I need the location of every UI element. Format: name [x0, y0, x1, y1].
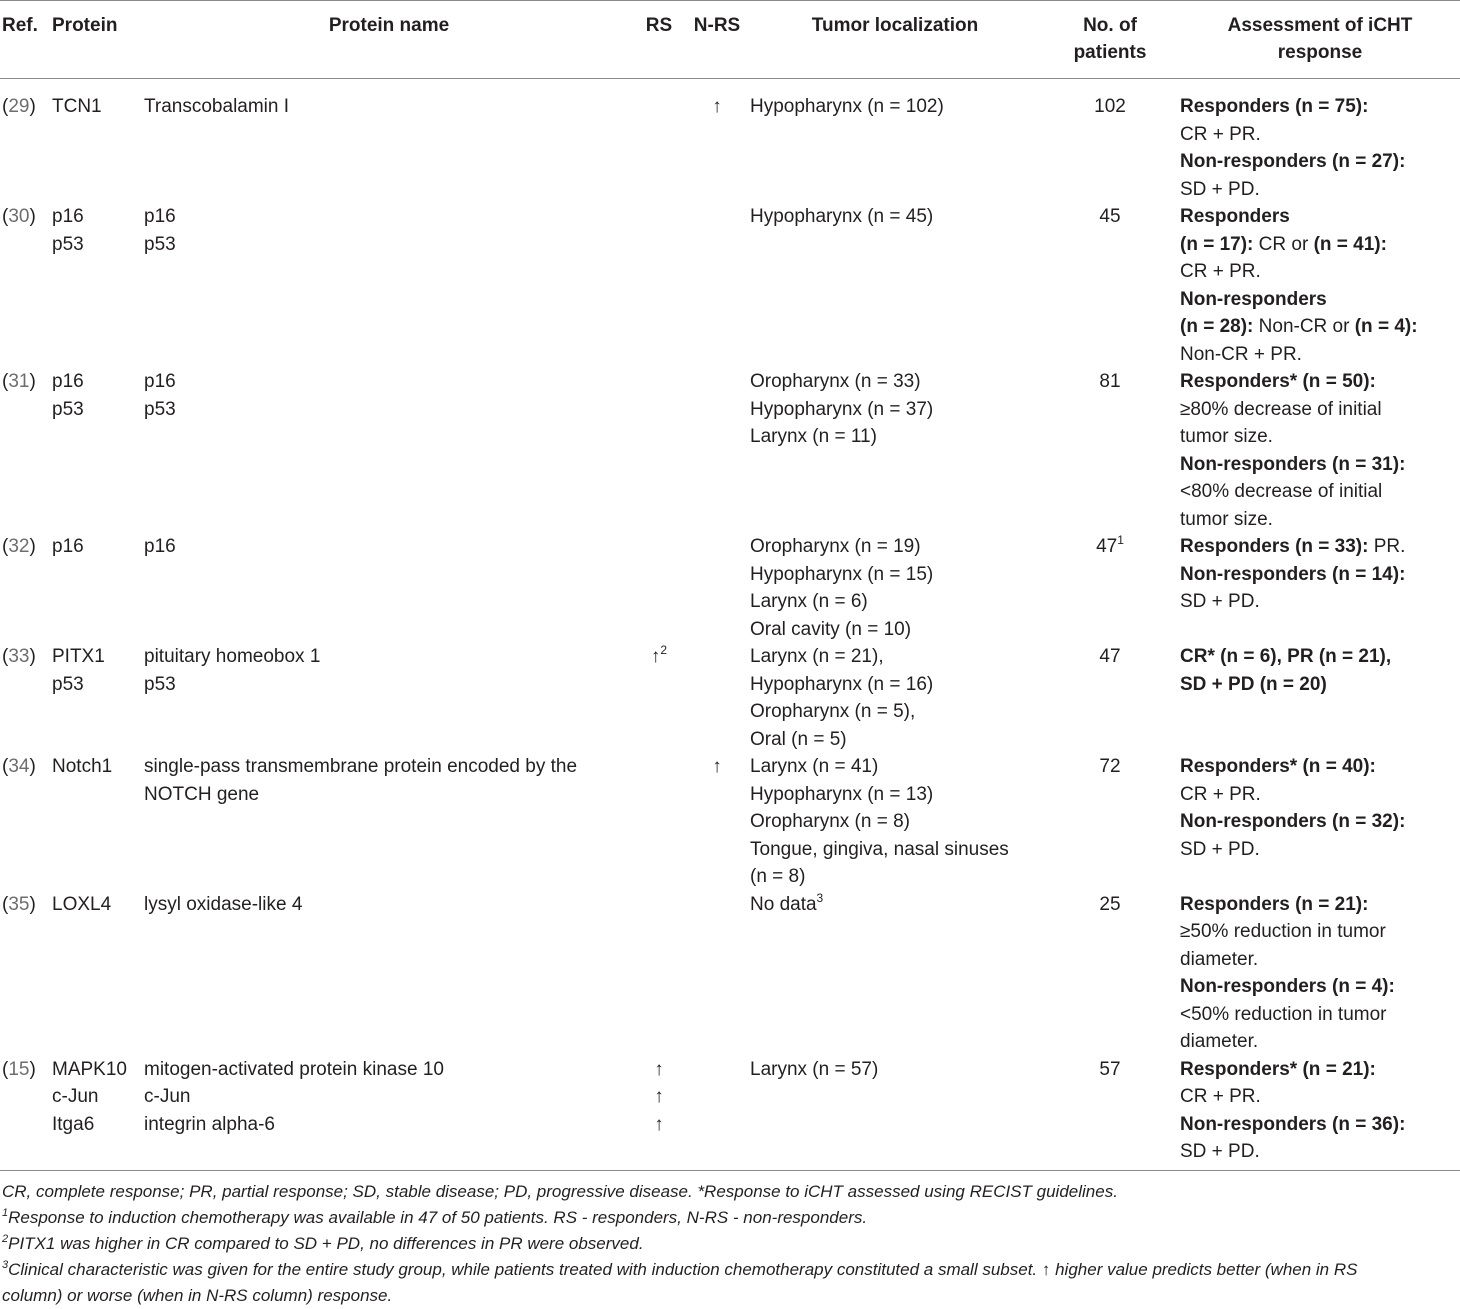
- assessment-bold: Non-responders (n = 27):: [1180, 151, 1406, 172]
- rs-arrow-glyph: [656, 894, 661, 915]
- assessment-cell: [1180, 753, 1460, 891]
- nrs-arrow: [684, 1056, 750, 1084]
- patients-count: 81: [1099, 371, 1121, 392]
- rs-cell: [634, 1056, 684, 1166]
- protein-cell: [52, 643, 144, 753]
- header-assessment: [1180, 1, 1460, 79]
- assessment-line: [1180, 1001, 1460, 1029]
- header-nrs: N-RS: [693, 15, 741, 36]
- rs-arrow-glyph: [656, 96, 661, 117]
- protein-name: pituitary homeobox 1: [144, 646, 321, 667]
- protein-name: single-pass transmembrane protein encoded by the: [144, 756, 578, 777]
- assessment-text: CR + PR.: [1180, 261, 1261, 282]
- tumor-localization-text: Oropharynx (n = 33): [750, 371, 921, 392]
- footnote: [0, 1205, 1460, 1231]
- tumor-localization-text: Hypopharynx (n = 102): [750, 96, 944, 117]
- assessment-cell: [1180, 368, 1460, 533]
- nrs-arrow: [684, 891, 750, 919]
- rs-cell: [634, 203, 684, 368]
- assessment-bold: Non-responders (n = 31):: [1180, 453, 1406, 475]
- tumor-localization-text: Hypopharynx (n = 13): [750, 783, 934, 805]
- patients-count: 47: [1099, 646, 1121, 667]
- protein-name: p53: [144, 398, 176, 420]
- footnote-text: Clinical characteristic was given for the entire study group, while patients treated with induction chemotherapy constituted a small subset. ↑ higher value predicts better (when in RS: [8, 1260, 1358, 1279]
- tumor-localization-text: Larynx (n = 6): [750, 591, 868, 612]
- assessment-line: [1180, 396, 1460, 424]
- assessment-bold: Non-responders (n = 14):: [1180, 563, 1406, 585]
- tumor-localization-cell: [750, 753, 1040, 891]
- protein-symbol: LOXL4: [52, 893, 112, 915]
- protein-symbol: MAPK10: [52, 1058, 127, 1080]
- table-header-row: [0, 1, 1460, 79]
- tumor-localization: [750, 753, 1040, 781]
- assessment-line: [1180, 176, 1460, 204]
- table-row: [0, 533, 1460, 643]
- tumor-localization: [750, 781, 1040, 809]
- protein-cell: [52, 368, 144, 533]
- rs-cell: [634, 643, 684, 753]
- protein-cell: [52, 203, 144, 368]
- ref-number: 30: [8, 206, 30, 227]
- protein-symbol: Notch1: [52, 756, 113, 777]
- footnote: [0, 1231, 1460, 1257]
- assessment-bold: Responders* (n = 50):: [1180, 371, 1376, 392]
- assessment-bold: Responders (n = 75):: [1180, 96, 1369, 117]
- assessment-line: [1180, 561, 1460, 589]
- tumor-localization-text: Larynx (n = 41): [750, 756, 879, 777]
- tumor-localization-cell: [750, 891, 1040, 1056]
- tumor-localization-cell: [750, 203, 1040, 368]
- tumor-localization-text: Oropharynx (n = 19): [750, 536, 921, 557]
- table-row: [0, 753, 1460, 891]
- tumor-localization: [750, 863, 1040, 891]
- protein-name: lysyl oxidase-like 4: [144, 893, 303, 915]
- header-ref: Ref.: [2, 15, 38, 36]
- tumor-localization-text: (n = 8): [750, 866, 806, 887]
- tumor-localization-cell: [750, 79, 1040, 204]
- rs-arrow-glyph: [656, 371, 661, 392]
- assessment-bold: Responders* (n = 40):: [1180, 756, 1376, 777]
- protein-symbol: p16: [52, 206, 84, 227]
- tumor-localization-text: Oropharynx (n = 8): [750, 811, 910, 832]
- patients-cell: [1040, 753, 1180, 891]
- ref-number: 33: [8, 646, 30, 667]
- table-row: [0, 1056, 1460, 1166]
- protein-name-cell: [144, 533, 634, 643]
- assessment-line: [1180, 203, 1460, 231]
- rs-arrow: [634, 643, 684, 671]
- tumor-localization: [750, 726, 1040, 754]
- header-rs: RS: [645, 15, 673, 36]
- rs-arrow: [634, 533, 684, 561]
- tumor-localization: [750, 1056, 1040, 1084]
- patients-count: 72: [1099, 756, 1121, 777]
- tumor-localization-cell: [750, 643, 1040, 753]
- assessment-text: CR + PR.: [1180, 1086, 1261, 1107]
- assessment-line: [1180, 313, 1460, 341]
- header-protein: Protein: [52, 15, 118, 36]
- assessment-line: [1180, 588, 1460, 616]
- protein-name: mitogen-activated protein kinase 10: [144, 1058, 444, 1080]
- patients-cell: [1040, 533, 1180, 643]
- table-row: [0, 891, 1460, 1056]
- assessment-line: [1180, 808, 1460, 836]
- ref-cell: (31): [2, 371, 36, 392]
- assessment-text: Non-CR or: [1253, 316, 1355, 337]
- assessment-cell: [1180, 1056, 1460, 1166]
- tumor-localization: [750, 643, 1040, 671]
- tumor-localization-cell: [750, 1056, 1040, 1166]
- ref-number: 32: [8, 536, 30, 557]
- rs-arrow: [634, 1056, 684, 1084]
- tumor-localization-text: Hypopharynx (n = 45): [750, 206, 934, 227]
- rs-arrow-glyph: ↑: [654, 1086, 664, 1107]
- assessment-line: [1180, 946, 1460, 974]
- footnote: [0, 1283, 1460, 1309]
- tumor-localization-cell: [750, 368, 1040, 533]
- assessment-text: ≥50% reduction in tumor: [1180, 921, 1386, 942]
- nrs-arrow: [684, 203, 750, 231]
- assessment-text: tumor size.: [1180, 508, 1273, 530]
- patients-count: 25: [1099, 893, 1121, 915]
- ref-cell: (35): [2, 893, 36, 915]
- protein-name-cell: [144, 1056, 634, 1166]
- tumor-localization: [750, 203, 1040, 231]
- assessment-text: <80% decrease of initial: [1180, 481, 1383, 502]
- tumor-localization: [750, 698, 1040, 726]
- rs-cell: [634, 891, 684, 1056]
- protein-cell: [52, 891, 144, 1056]
- assessment-text: PR.: [1368, 536, 1406, 557]
- rs-arrow-glyph: [656, 206, 661, 227]
- protein-name: c-Jun: [144, 1086, 191, 1107]
- assessment-text: SD + PD.: [1180, 1141, 1260, 1162]
- ref-number: 35: [8, 893, 30, 915]
- protein-symbol: p16: [52, 536, 84, 557]
- tumor-localization: [750, 423, 1040, 451]
- tumor-localization: [750, 561, 1040, 589]
- assessment-line: [1180, 1111, 1460, 1139]
- assessment-text: ≥80% decrease of initial: [1180, 398, 1382, 420]
- assessment-text: Non-CR + PR.: [1180, 343, 1302, 365]
- patients-count: 102: [1094, 96, 1126, 117]
- rs-arrow: [634, 93, 684, 121]
- nrs-arrow: [684, 533, 750, 561]
- nrs-arrow: [684, 368, 750, 396]
- assessment-line: [1180, 836, 1460, 864]
- rs-arrow: [634, 1083, 684, 1111]
- tumor-localization-text: Hypopharynx (n = 15): [750, 563, 934, 585]
- assessment-bold: (n = 17):: [1180, 233, 1254, 255]
- nrs-arrow: [684, 643, 750, 671]
- assessment-bold: Responders (n = 33):: [1180, 536, 1369, 557]
- table-body: [0, 79, 1460, 1166]
- assessment-bold: (n = 41):: [1313, 233, 1387, 255]
- tumor-localization-text: Larynx (n = 21),: [750, 646, 884, 667]
- rs-arrow: [634, 1111, 684, 1139]
- nrs-cell: [684, 368, 750, 533]
- tumor-localization: [750, 671, 1040, 699]
- ref-cell: (29): [2, 96, 36, 117]
- protein-symbol: p53: [52, 673, 84, 695]
- patients-cell: [1040, 203, 1180, 368]
- table-row: [0, 643, 1460, 753]
- protein-name: p53: [144, 673, 176, 695]
- assessment-bold: Non-responders: [1180, 288, 1327, 310]
- header-no-patients-line1: No. of: [1083, 15, 1137, 36]
- assessment-text: CR + PR.: [1180, 123, 1261, 145]
- tumor-localization: [750, 93, 1040, 121]
- protein-name: Transcobalamin I: [144, 96, 290, 117]
- patients-count: 57: [1099, 1058, 1121, 1080]
- assessment-line: [1180, 1028, 1460, 1056]
- tumor-localization: [750, 588, 1040, 616]
- assessment-line: [1180, 258, 1460, 286]
- tumor-localization-cell: [750, 533, 1040, 643]
- rs-arrow: [634, 891, 684, 919]
- tumor-localization-text: Oral (n = 5): [750, 728, 847, 750]
- ref-number: 31: [8, 371, 30, 392]
- rs-cell: [634, 753, 684, 891]
- header-tumor-localization: Tumor localization: [811, 15, 979, 36]
- protein-symbol: Itga6: [52, 1113, 95, 1135]
- rs-arrow: [634, 203, 684, 231]
- ref-cell: (32): [2, 536, 36, 557]
- assessment-bold: (n = 4):: [1354, 316, 1418, 337]
- header-assessment-line2: response: [1277, 42, 1363, 63]
- nrs-cell: [684, 643, 750, 753]
- nrs-arrow: ↑: [712, 96, 722, 117]
- protein-cell: [52, 533, 144, 643]
- assessment-line: [1180, 1056, 1460, 1084]
- protein-name: p16: [144, 371, 176, 392]
- assessment-bold: Non-responders (n = 36):: [1180, 1113, 1406, 1135]
- patients-count: 47: [1096, 536, 1118, 557]
- patients-cell: [1040, 891, 1180, 1056]
- protein-symbol: p53: [52, 398, 84, 420]
- assessment-bold: (n = 28):: [1180, 316, 1254, 337]
- rs-arrow-glyph: ↑: [654, 1113, 664, 1135]
- tumor-localization-text: Larynx (n = 11): [750, 426, 877, 447]
- nrs-cell: [684, 891, 750, 1056]
- tumor-localization-text: Hypopharynx (n = 37): [750, 398, 934, 420]
- assessment-line: [1180, 973, 1460, 1001]
- ref-cell: (15): [2, 1058, 36, 1080]
- protein-name-cell: [144, 753, 634, 891]
- assessment-text: CR + PR.: [1180, 783, 1261, 805]
- protein-name: p53: [144, 233, 176, 255]
- assessment-line: [1180, 1138, 1460, 1166]
- assessment-text: CR or: [1253, 233, 1314, 255]
- tumor-localization: [750, 396, 1040, 424]
- patients-cell: [1040, 368, 1180, 533]
- nrs-cell: [684, 533, 750, 643]
- ref-number: 15: [8, 1058, 30, 1080]
- assessment-line: [1180, 533, 1460, 561]
- protein-name: p16: [144, 536, 176, 557]
- protein-name: NOTCH gene: [144, 783, 260, 805]
- assessment-text: diameter.: [1180, 948, 1259, 970]
- rs-arrow: [634, 368, 684, 396]
- table-row: [0, 203, 1460, 368]
- footnote-mark: 1: [2, 1207, 9, 1219]
- assessment-line: [1180, 121, 1460, 149]
- protein-cell: [52, 753, 144, 891]
- header-protein-name: Protein name: [328, 15, 450, 36]
- ref-cell: (34): [2, 756, 36, 777]
- assessment-cell: [1180, 891, 1460, 1056]
- rs-arrow-glyph: [656, 536, 661, 557]
- assessment-bold: SD + PD (n = 20): [1180, 673, 1327, 695]
- nrs-arrow: ↑: [712, 756, 722, 777]
- assessment-line: [1180, 93, 1460, 121]
- protein-name: p16: [144, 206, 176, 227]
- nrs-cell: [684, 1056, 750, 1166]
- assessment-bold: Responders (n = 21):: [1180, 893, 1369, 915]
- tumor-localization: [750, 808, 1040, 836]
- assessment-line: [1180, 341, 1460, 369]
- assessment-cell: [1180, 203, 1460, 368]
- table-footnotes: [0, 1170, 1460, 1309]
- patients-count: 45: [1099, 206, 1121, 227]
- rs-arrow-glyph: [656, 756, 661, 777]
- assessment-bold: Non-responders (n = 32):: [1180, 811, 1406, 832]
- patients-footnote-mark: 1: [1117, 533, 1124, 547]
- assessment-line: [1180, 753, 1460, 781]
- protein-symbol: c-Jun: [52, 1086, 99, 1107]
- nrs-cell: [684, 203, 750, 368]
- assessment-line: [1180, 368, 1460, 396]
- tumor-localization-text: Oral cavity (n = 10): [750, 618, 912, 640]
- protein-name-cell: [144, 368, 634, 533]
- rs-cell: [634, 79, 684, 204]
- footnote-text: PITX1 was higher in CR compared to SD + PD, no differences in PR were observed.: [8, 1234, 644, 1253]
- tumor-localization-text: Larynx (n = 57): [750, 1058, 879, 1080]
- footnote-text: CR, complete response; PR, partial response; SD, stable disease; PD, progressive disease. *Response to iCHT assessed using RECIST guidelines.: [2, 1182, 1118, 1201]
- table-row: [0, 79, 1460, 204]
- protein-name-cell: [144, 203, 634, 368]
- protein-symbol: TCN1: [52, 96, 102, 117]
- assessment-bold: CR* (n = 6), PR (n = 21),: [1180, 646, 1392, 667]
- protein-symbol: PITX1: [52, 646, 105, 667]
- tumor-localization: [750, 891, 1040, 919]
- patients-cell: [1040, 643, 1180, 753]
- footnote: [0, 1257, 1460, 1283]
- assessment-line: [1180, 918, 1460, 946]
- protein-name-cell: [144, 79, 634, 204]
- assessment-line: [1180, 506, 1460, 534]
- protein-name-cell: [144, 643, 634, 753]
- rs-cell: [634, 368, 684, 533]
- assessment-cell: [1180, 533, 1460, 643]
- assessment-bold: Responders* (n = 21):: [1180, 1058, 1376, 1080]
- ref-number: 34: [8, 756, 30, 777]
- assessment-cell: [1180, 643, 1460, 753]
- assessment-line: [1180, 148, 1460, 176]
- assessment-text: SD + PD.: [1180, 838, 1260, 860]
- tumor-localization-text: Oropharynx (n = 5),: [750, 701, 916, 722]
- assessment-line: [1180, 781, 1460, 809]
- tumor-localization: [750, 616, 1040, 644]
- footnote-mark: 2: [2, 1233, 9, 1245]
- ref-number: 29: [8, 96, 30, 117]
- header-no-patients: [1040, 1, 1180, 79]
- nrs-cell: [684, 753, 750, 891]
- assessment-text: diameter.: [1180, 1031, 1259, 1052]
- protein-symbol: p16: [52, 371, 84, 392]
- assessment-line: [1180, 478, 1460, 506]
- assessment-line: [1180, 891, 1460, 919]
- assessment-bold: Responders: [1180, 206, 1290, 227]
- assessment-line: [1180, 231, 1460, 259]
- tumor-localization-text: No data: [750, 893, 817, 915]
- tumor-localization: [750, 533, 1040, 561]
- footnote-text: column) or worse (when in N-RS column) response.: [2, 1286, 393, 1305]
- assessment-text: SD + PD.: [1180, 591, 1260, 612]
- rs-arrow-glyph: ↑: [654, 1058, 664, 1080]
- protein-cell: [52, 1056, 144, 1166]
- rs-arrow: [634, 753, 684, 781]
- rs-cell: [634, 533, 684, 643]
- assessment-line: [1180, 286, 1460, 314]
- nrs-cell: [684, 79, 750, 204]
- tumor-localization: [750, 836, 1040, 864]
- ref-cell: (33): [2, 646, 36, 667]
- ref-cell: (30): [2, 206, 36, 227]
- rs-footnote-mark: 2: [660, 643, 668, 657]
- footnote-mark: 3: [2, 1259, 9, 1271]
- patients-cell: [1040, 1056, 1180, 1166]
- protein-name-cell: [144, 891, 634, 1056]
- tumor-localization-text: Tongue, gingiva, nasal sinuses: [750, 838, 1009, 860]
- patients-cell: [1040, 79, 1180, 204]
- assessment-text: <50% reduction in tumor: [1180, 1003, 1387, 1025]
- header-assessment-line1: Assessment of iCHT: [1227, 15, 1413, 36]
- header-no-patients-line2: patients: [1073, 42, 1147, 63]
- tumor-localization-text: Hypopharynx (n = 16): [750, 673, 934, 695]
- assessment-line: [1180, 423, 1460, 451]
- assessment-cell: [1180, 79, 1460, 204]
- assessment-bold: Non-responders (n = 4):: [1180, 976, 1395, 997]
- footnote: [0, 1179, 1460, 1205]
- assessment-line: [1180, 671, 1460, 699]
- protein-cell: [52, 79, 144, 204]
- assessment-line: [1180, 1083, 1460, 1111]
- protein-symbol: p53: [52, 233, 84, 255]
- table-row: [0, 368, 1460, 533]
- footnote-text: Response to induction chemotherapy was available in 47 of 50 patients. RS - responders, N-RS - non-responders.: [8, 1208, 868, 1227]
- assessment-line: [1180, 643, 1460, 671]
- assessment-text: SD + PD.: [1180, 178, 1260, 200]
- localization-footnote-mark: 3: [816, 890, 824, 905]
- rs-arrow-glyph: ↑: [650, 646, 661, 667]
- protein-name: integrin alpha-6: [144, 1113, 275, 1135]
- assessment-text: tumor size.: [1180, 426, 1273, 447]
- assessment-line: [1180, 451, 1460, 479]
- tumor-localization: [750, 368, 1040, 396]
